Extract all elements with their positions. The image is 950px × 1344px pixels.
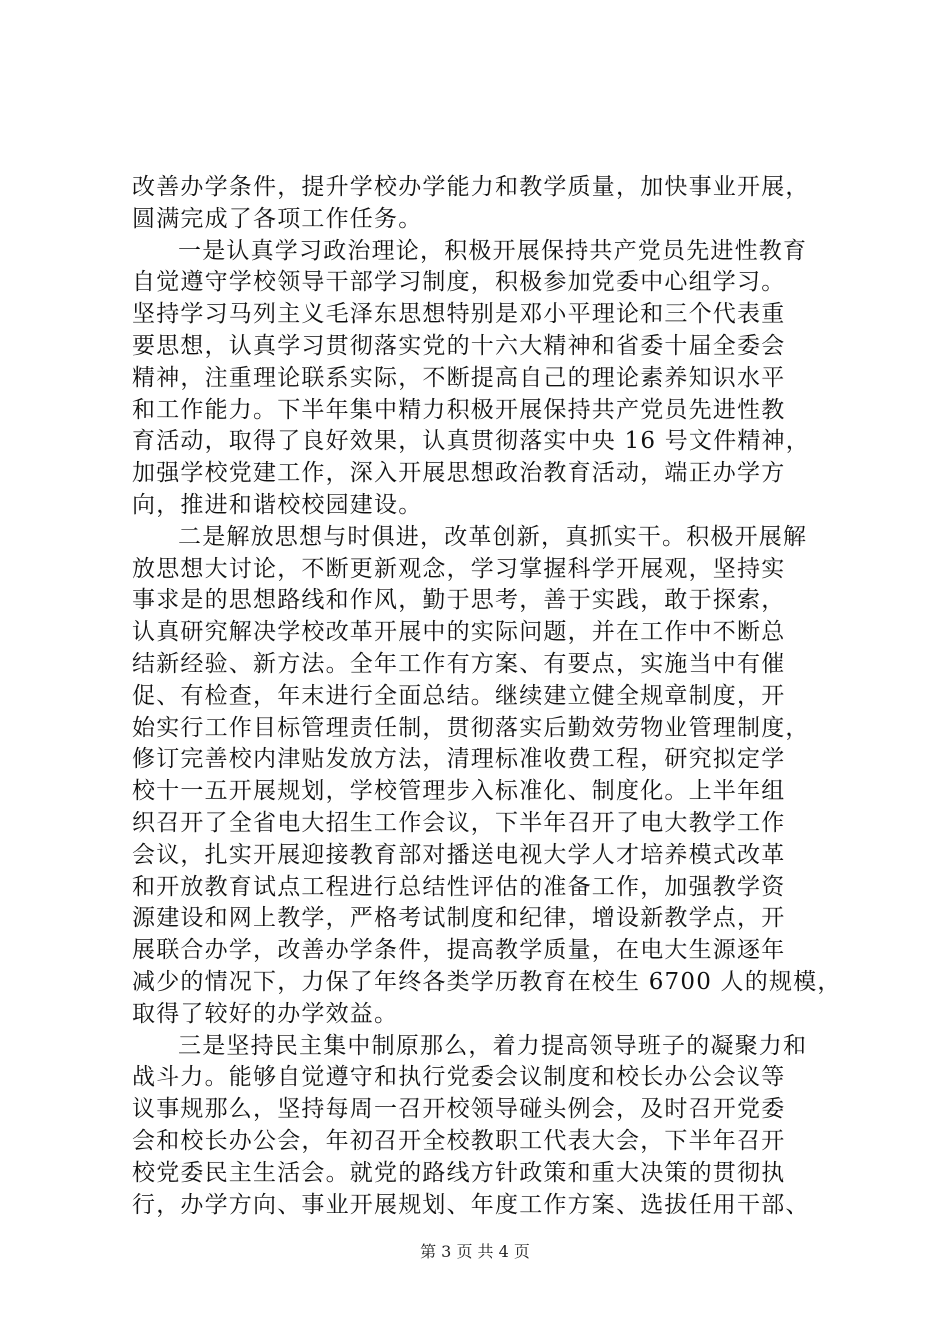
text-line: 校党委民主生活会。就党的路线方针政策和重大决策的贯彻执 — [132, 1159, 786, 1186]
text-line: 要思想，认真学习贯彻落实党的十六大精神和省委十届全委会 — [132, 332, 786, 359]
text-line: 二是解放思想与时俱进，改革创新，真抓实干。积极开展解 — [178, 523, 808, 550]
text-line: 和开放教育试点工程进行总结性评估的准备工作，加强教学资 — [132, 873, 786, 900]
text-line: 取得了较好的办学效益。 — [132, 1000, 399, 1027]
text-line: 精神，注重理论联系实际，不断提高自己的理论素养知识水平 — [132, 364, 786, 391]
text-line: 自觉遵守学校领导干部学习制度，积极参加党委中心组学习。 — [132, 269, 786, 296]
text-line: 减少的情况下，力保了年终各类学历教育在校生 6700 人的规模， — [132, 968, 842, 995]
text-line: 会议，扎实开展迎接教育部对播送电视大学人才培养模式改革 — [132, 841, 786, 868]
text-line: 行，办学方向、事业开展规划、年度工作方案、选拔任用干部、 — [132, 1191, 810, 1218]
text-line: 织召开了全省电大招生工作会议，下半年召开了电大教学工作 — [132, 809, 786, 836]
text-line: 育活动，取得了良好效果，认真贯彻落实中央 16 号文件精神， — [132, 428, 810, 455]
document-body — [132, 172, 842, 1221]
text-line: 放思想大讨论，不断更新观念，学习掌握科学开展观，坚持实 — [132, 555, 786, 582]
text-line: 一是认真学习政治理论，积极开展保持共产党员先进性教育 — [178, 237, 808, 264]
text-line: 向，推进和谐校校园建设。 — [132, 491, 423, 518]
text-line: 三是坚持民主集中制原那么，着力提高领导班子的凝聚力和 — [178, 1032, 808, 1059]
text-line: 修订完善校内津贴发放方法，清理标准收费工程，研究拟定学 — [132, 746, 786, 773]
text-line: 改善办学条件，提升学校办学能力和教学质量，加快事业开展， — [132, 174, 810, 200]
text-line: 校十一五开展规划，学校管理步入标准化、制度化。上半年组 — [132, 778, 786, 805]
text-line: 展联合办学，改善办学条件，提高教学质量，在电大生源逐年 — [132, 937, 786, 964]
text-line: 圆满完成了各项工作任务。 — [132, 205, 423, 232]
text-line: 结新经验、新方法。全年工作有方案、有要点，实施当中有催 — [132, 650, 786, 677]
page-footer: 第 3 页 共 4 页 — [420, 1242, 530, 1261]
text-line: 和工作能力。下半年集中精力积极开展保持共产党员先进性教 — [132, 396, 786, 423]
text-line: 事求是的思想路线和作风，勤于思考，善于实践，敢于探索， — [132, 587, 786, 614]
text-line: 坚持学习马列主义毛泽东思想特别是邓小平理论和三个代表重 — [132, 301, 786, 328]
text-line: 始实行工作目标管理责任制，贯彻落实后勤效劳物业管理制度， — [132, 714, 810, 741]
text-line: 会和校长办公会，年初召开全校教职工代表大会，下半年召开 — [132, 1127, 786, 1154]
text-line: 加强学校党建工作，深入开展思想政治教育活动，端正办学方 — [132, 460, 786, 487]
text-line: 源建设和网上教学，严格考试制度和纪律，增设新教学点，开 — [132, 905, 786, 932]
text-line: 议事规那么，坚持每周一召开校领导碰头例会，及时召开党委 — [132, 1096, 786, 1123]
text-line: 促、有检查，年末进行全面总结。继续建立健全规章制度，开 — [132, 682, 786, 709]
text-line: 认真研究解决学校改革开展中的实际问题，并在工作中不断总 — [132, 619, 786, 646]
text-line: 战斗力。能够自觉遵守和执行党委会议制度和校长办公会议等 — [132, 1064, 786, 1091]
